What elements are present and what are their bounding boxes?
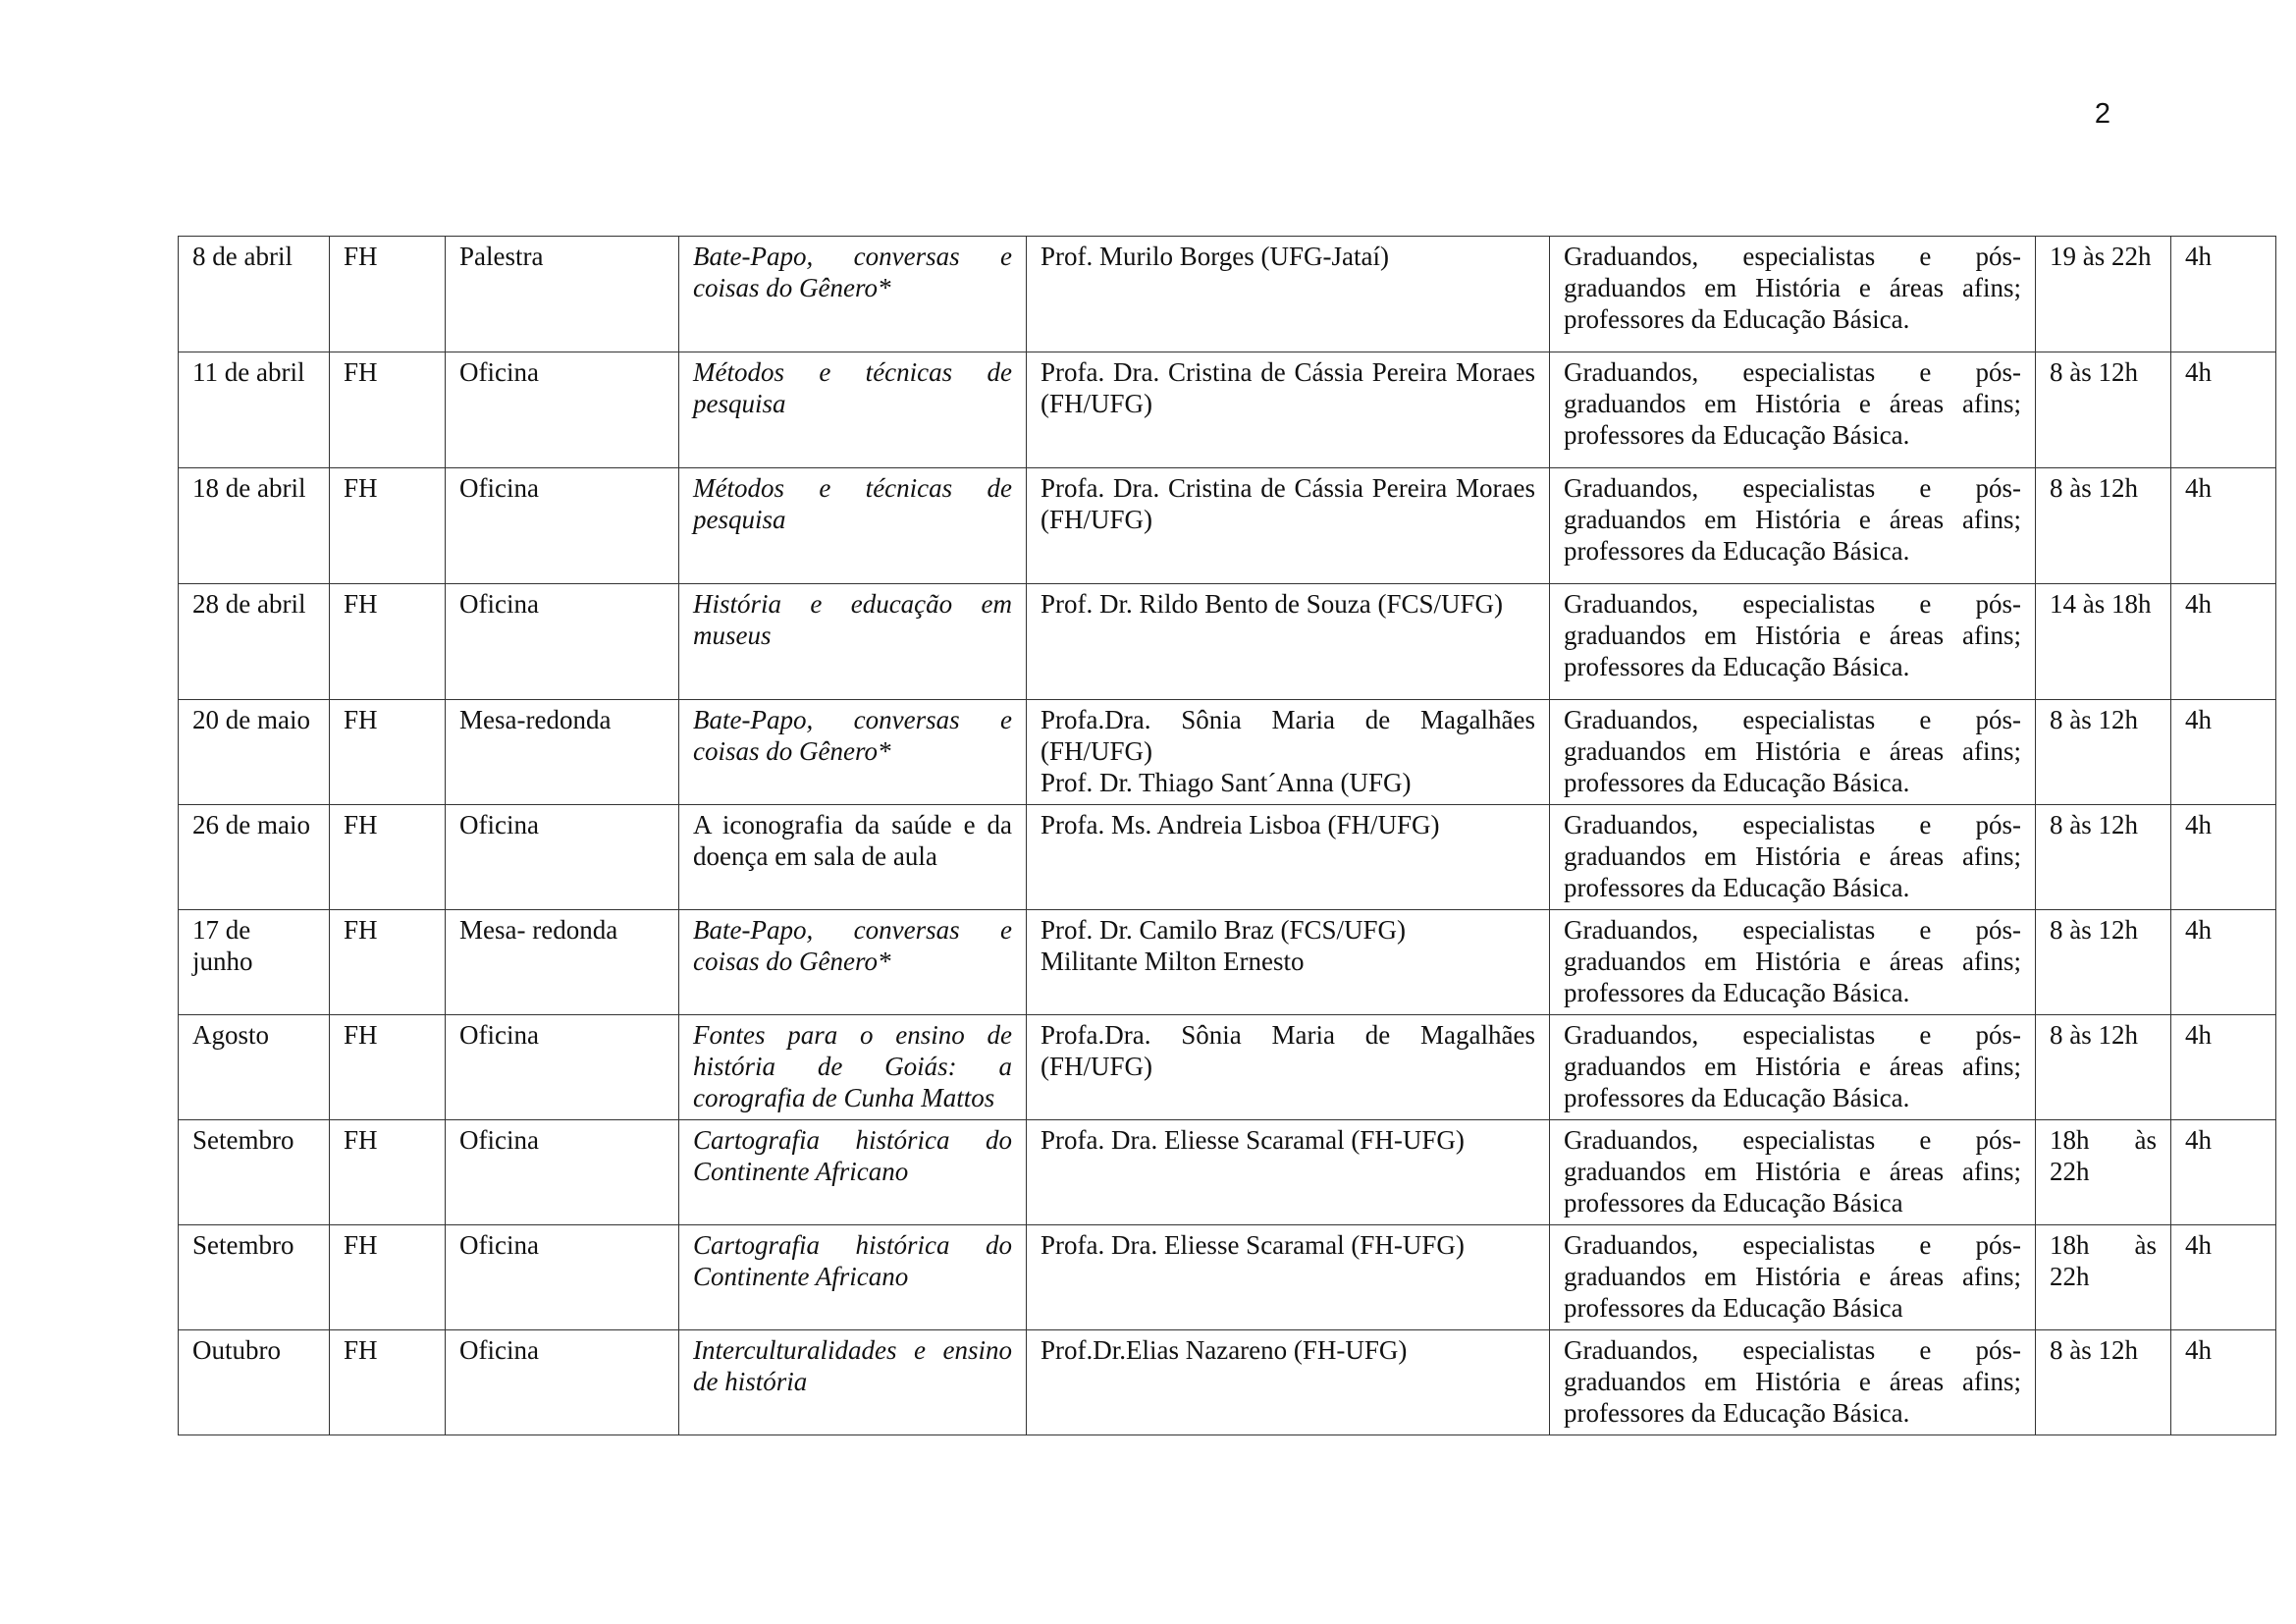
- place-cell: FH: [330, 1225, 446, 1330]
- date-cell: 18 de abril: [179, 468, 330, 584]
- table-row: [179, 584, 2276, 700]
- activity-type-cell: Palestra: [446, 237, 679, 352]
- workload-cell: 4h: [2171, 468, 2276, 584]
- speaker-name: Profa. Dra. Cristina de Cássia Pereira Moraes (FH/UFG): [1041, 357, 1535, 418]
- speaker-name: Prof. Dr. Thiago Sant´Anna (UFG): [1041, 768, 1412, 797]
- schedule-table: [178, 236, 2276, 1435]
- time-cell: 8 às 12h: [2036, 700, 2171, 805]
- workload-cell: 4h: [2171, 1015, 2276, 1120]
- workload-cell: 4h: [2171, 1330, 2276, 1435]
- speaker-name: Prof. Dr. Rildo Bento de Souza (FCS/UFG): [1041, 589, 1504, 619]
- time-cell: 8 às 12h: [2036, 805, 2171, 910]
- time-cell: 8 às 12h: [2036, 1015, 2171, 1120]
- audience-cell: Graduandos, especialistas e pós-graduandos em História e áreas afins; professores da Educação Básica: [1550, 1120, 2036, 1225]
- place-cell: FH: [330, 910, 446, 1015]
- activity-type-cell: Oficina: [446, 352, 679, 468]
- speaker-name: Prof.Dr.Elias Nazareno (FH-UFG): [1041, 1335, 1408, 1365]
- time-cell: 18h às 22h: [2036, 1120, 2171, 1225]
- speakers-cell: [1027, 1330, 1550, 1435]
- date-cell: Agosto: [179, 1015, 330, 1120]
- speakers-cell: [1027, 1225, 1550, 1330]
- time-cell: 14 às 18h: [2036, 584, 2171, 700]
- date-cell: 20 de maio: [179, 700, 330, 805]
- activity-title-cell: Fontes para o ensino de história de Goiás: a corografia de Cunha Mattos: [679, 1015, 1027, 1120]
- date-cell: 17 de junho: [179, 910, 330, 1015]
- activity-type-cell: Oficina: [446, 584, 679, 700]
- table-row: [179, 1225, 2276, 1330]
- activity-title-cell: Métodos e técnicas de pesquisa: [679, 352, 1027, 468]
- place-cell: FH: [330, 237, 446, 352]
- workload-cell: 4h: [2171, 1120, 2276, 1225]
- activity-title-cell: Bate-Papo, conversas e coisas do Gênero*: [679, 910, 1027, 1015]
- time-cell: 18h às 22h: [2036, 1225, 2171, 1330]
- time-cell: 19 às 22h: [2036, 237, 2171, 352]
- activity-type-cell: Oficina: [446, 1120, 679, 1225]
- table-row: [179, 237, 2276, 352]
- schedule-body: [179, 237, 2276, 1435]
- speakers-cell: [1027, 1120, 1550, 1225]
- workload-cell: 4h: [2171, 1225, 2276, 1330]
- audience-cell: Graduandos, especialistas e pós-graduandos em História e áreas afins; professores da Educação Básica.: [1550, 1015, 2036, 1120]
- time-cell: 8 às 12h: [2036, 910, 2171, 1015]
- activity-type-cell: Mesa- redonda: [446, 910, 679, 1015]
- place-cell: FH: [330, 805, 446, 910]
- table-row: [179, 700, 2276, 805]
- audience-cell: Graduandos, especialistas e pós-graduandos em História e áreas afins; professores da Educação Básica.: [1550, 910, 2036, 1015]
- workload-cell: 4h: [2171, 910, 2276, 1015]
- activity-type-cell: Oficina: [446, 1225, 679, 1330]
- date-cell: 26 de maio: [179, 805, 330, 910]
- place-cell: FH: [330, 1330, 446, 1435]
- speaker-name: Prof. Dr. Camilo Braz (FCS/UFG): [1041, 915, 1407, 945]
- speakers-cell: [1027, 584, 1550, 700]
- speaker-name: Profa.Dra. Sônia Maria de Magalhães (FH/UFG): [1041, 705, 1535, 766]
- table-row: [179, 352, 2276, 468]
- activity-type-cell: Mesa-redonda: [446, 700, 679, 805]
- workload-cell: 4h: [2171, 805, 2276, 910]
- place-cell: FH: [330, 352, 446, 468]
- table-row: [179, 910, 2276, 1015]
- speaker-name: Militante Milton Ernesto: [1041, 947, 1305, 976]
- audience-cell: Graduandos, especialistas e pós-graduandos em História e áreas afins; professores da Educação Básica.: [1550, 584, 2036, 700]
- date-cell: Setembro: [179, 1225, 330, 1330]
- speaker-name: Profa. Dra. Eliesse Scaramal (FH-UFG): [1041, 1230, 1465, 1260]
- speaker-name: Profa. Dra. Eliesse Scaramal (FH-UFG): [1041, 1125, 1465, 1155]
- activity-type-cell: Oficina: [446, 468, 679, 584]
- speakers-cell: [1027, 700, 1550, 805]
- date-cell: Outubro: [179, 1330, 330, 1435]
- activity-type-cell: Oficina: [446, 805, 679, 910]
- table-row: [179, 1015, 2276, 1120]
- activity-title-cell: Métodos e técnicas de pesquisa: [679, 468, 1027, 584]
- time-cell: 8 às 12h: [2036, 468, 2171, 584]
- time-cell: 8 às 12h: [2036, 1330, 2171, 1435]
- speakers-cell: [1027, 237, 1550, 352]
- place-cell: FH: [330, 700, 446, 805]
- workload-cell: 4h: [2171, 237, 2276, 352]
- speaker-name: Profa.Dra. Sônia Maria de Magalhães (FH/UFG): [1041, 1020, 1535, 1081]
- date-cell: 8 de abril: [179, 237, 330, 352]
- audience-cell: Graduandos, especialistas e pós-graduandos em História e áreas afins; professores da Educação Básica: [1550, 1225, 2036, 1330]
- activity-type-cell: Oficina: [446, 1330, 679, 1435]
- speakers-cell: [1027, 468, 1550, 584]
- activity-type-cell: Oficina: [446, 1015, 679, 1120]
- activity-title-cell: A iconografia da saúde e da doença em sala de aula: [679, 805, 1027, 910]
- audience-cell: Graduandos, especialistas e pós-graduandos em História e áreas afins; professores da Educação Básica.: [1550, 805, 2036, 910]
- time-cell: 8 às 12h: [2036, 352, 2171, 468]
- speaker-name: Profa. Dra. Cristina de Cássia Pereira Moraes (FH/UFG): [1041, 473, 1535, 534]
- workload-cell: 4h: [2171, 352, 2276, 468]
- table-row: [179, 1330, 2276, 1435]
- date-cell: 11 de abril: [179, 352, 330, 468]
- speaker-name: Prof. Murilo Borges (UFG-Jataí): [1041, 242, 1389, 271]
- place-cell: FH: [330, 1015, 446, 1120]
- activity-title-cell: História e educação em museus: [679, 584, 1027, 700]
- activity-title-cell: Bate-Papo, conversas e coisas do Gênero*: [679, 237, 1027, 352]
- speakers-cell: [1027, 805, 1550, 910]
- audience-cell: Graduandos, especialistas e pós-graduandos em História e áreas afins; professores da Educação Básica.: [1550, 700, 2036, 805]
- audience-cell: Graduandos, especialistas e pós-graduandos em História e áreas afins; professores da Educação Básica.: [1550, 352, 2036, 468]
- table-row: [179, 1120, 2276, 1225]
- table-row: [179, 805, 2276, 910]
- page-number: 2: [2094, 98, 2111, 130]
- speakers-cell: [1027, 1015, 1550, 1120]
- audience-cell: Graduandos, especialistas e pós-graduandos em História e áreas afins; professores da Educação Básica.: [1550, 237, 2036, 352]
- workload-cell: 4h: [2171, 584, 2276, 700]
- speakers-cell: [1027, 910, 1550, 1015]
- speaker-name: Profa. Ms. Andreia Lisboa (FH/UFG): [1041, 810, 1440, 839]
- workload-cell: 4h: [2171, 700, 2276, 805]
- place-cell: FH: [330, 584, 446, 700]
- audience-cell: Graduandos, especialistas e pós-graduandos em História e áreas afins; professores da Educação Básica.: [1550, 468, 2036, 584]
- speakers-cell: [1027, 352, 1550, 468]
- table-row: [179, 468, 2276, 584]
- date-cell: 28 de abril: [179, 584, 330, 700]
- place-cell: FH: [330, 468, 446, 584]
- activity-title-cell: Bate-Papo, conversas e coisas do Gênero*: [679, 700, 1027, 805]
- date-cell: Setembro: [179, 1120, 330, 1225]
- place-cell: FH: [330, 1120, 446, 1225]
- activity-title-cell: Cartografia histórica do Continente Africano: [679, 1120, 1027, 1225]
- activity-title-cell: Interculturalidades e ensino de história: [679, 1330, 1027, 1435]
- activity-title-cell: Cartografia histórica do Continente Africano: [679, 1225, 1027, 1330]
- audience-cell: Graduandos, especialistas e pós-graduandos em História e áreas afins; professores da Educação Básica.: [1550, 1330, 2036, 1435]
